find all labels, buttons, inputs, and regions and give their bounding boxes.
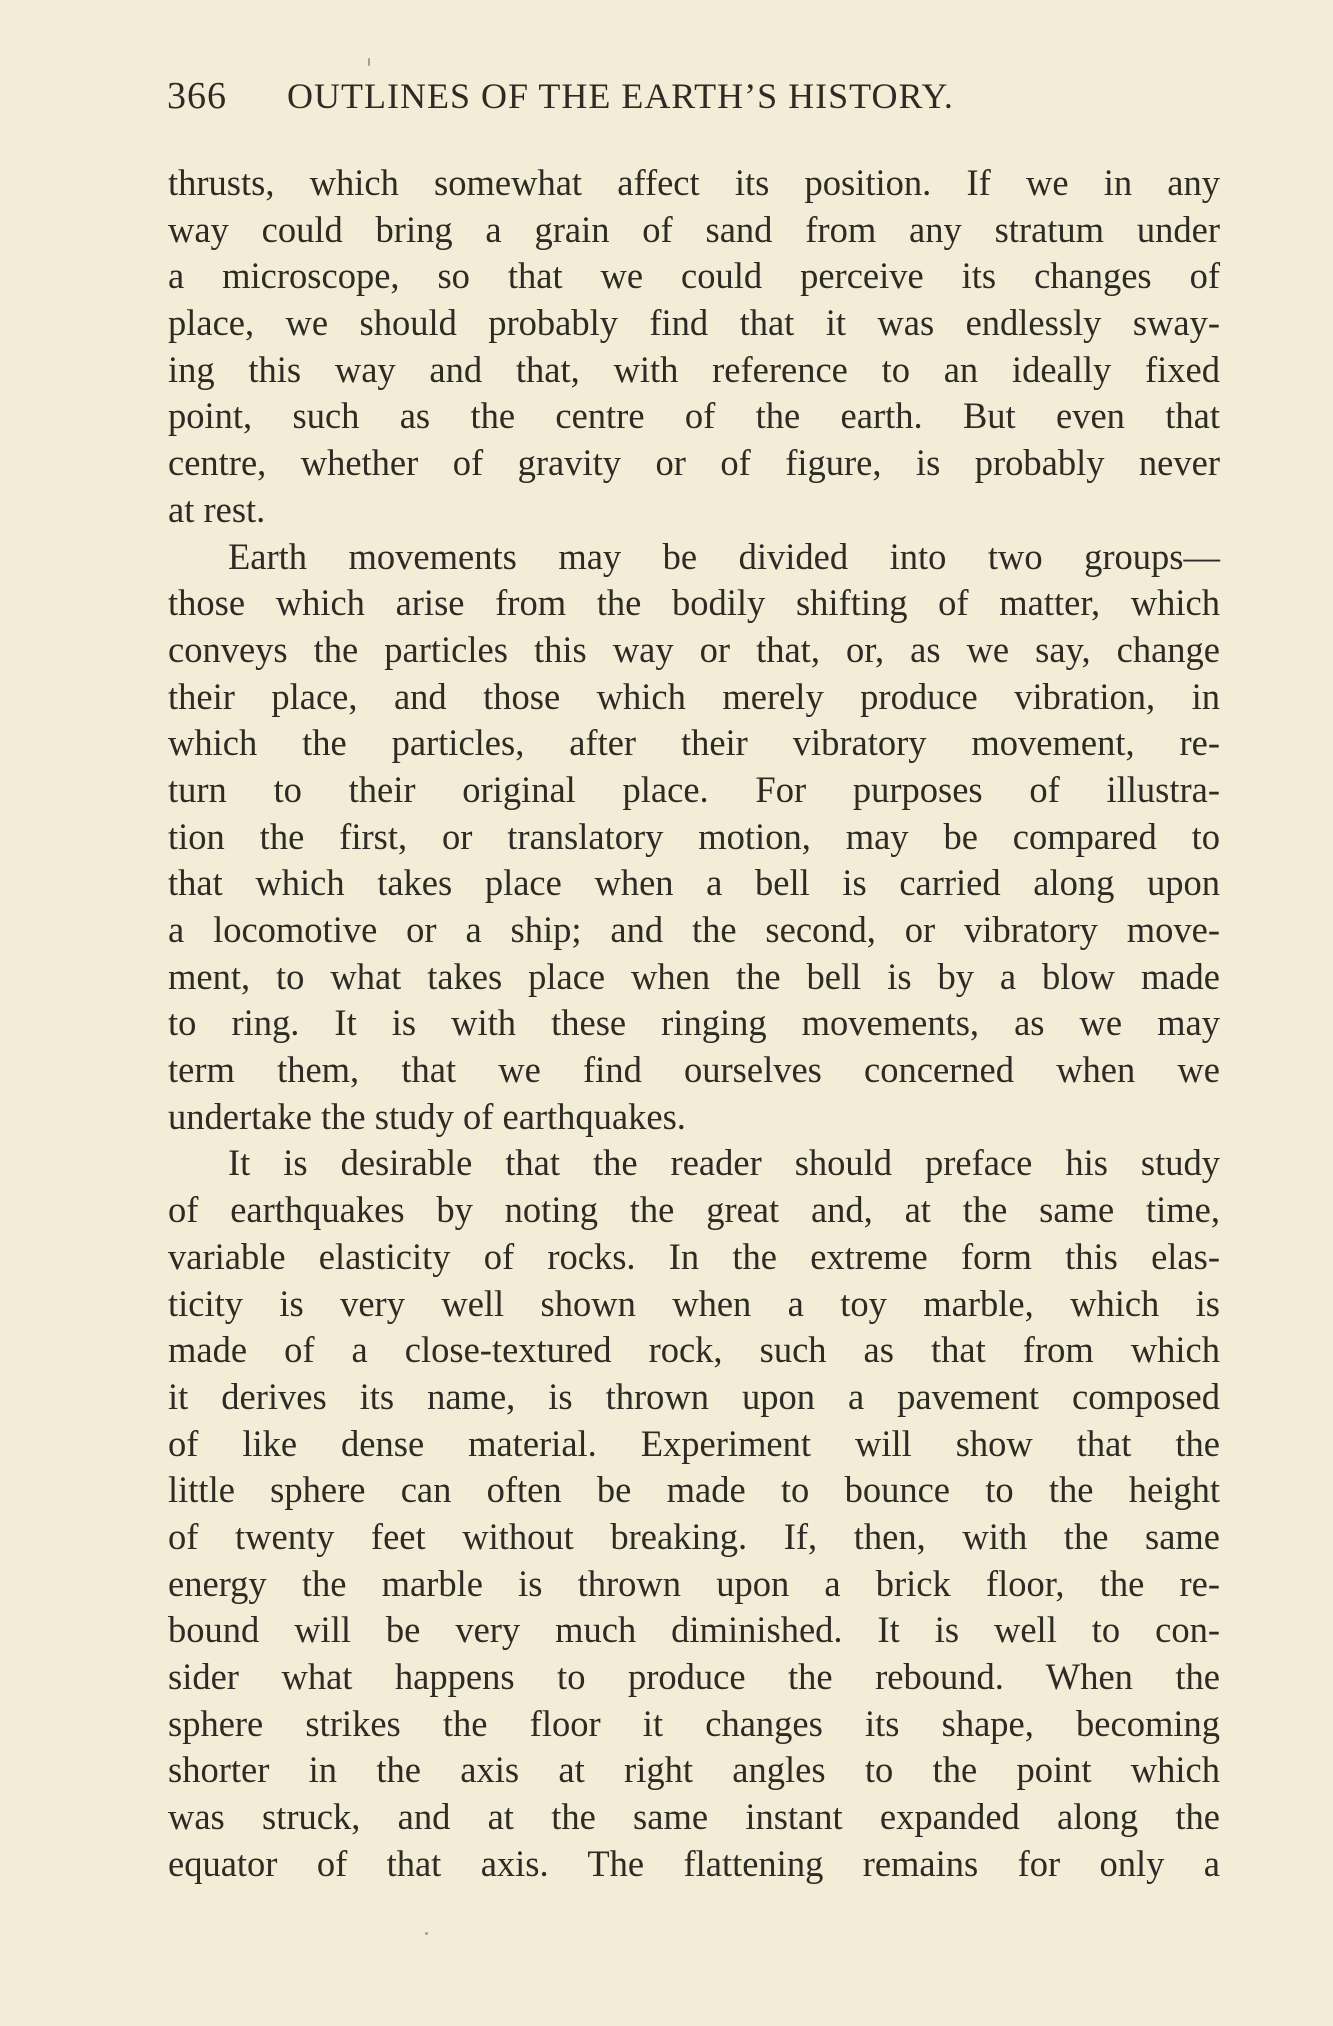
text-line: sider what happens to produce the rebound. When the	[168, 1656, 1220, 1697]
text-line: was struck, and at the same instant expanded along the	[168, 1796, 1220, 1838]
text-line: that which takes place when a bell is carried along upon	[168, 862, 1220, 904]
text-line: ment, to what takes place when the bell is by a blow made	[168, 955, 1220, 997]
text-line: to ring. It is with these ringing movements, as we may	[168, 1002, 1220, 1044]
text-line: conveys the particles this way or that, or, as we say, change	[168, 628, 1220, 670]
text-line: tion the first, or translatory motion, may be compared to	[168, 815, 1220, 857]
text-line: it derives its name, is thrown upon a pavement composed	[168, 1375, 1220, 1417]
body-text	[168, 160, 1220, 1887]
text-line: term them, that we find ourselves concerned when we	[168, 1049, 1220, 1091]
paper-speck	[368, 58, 370, 66]
text-line: sphere strikes the floor it changes its shape, becoming	[168, 1702, 1220, 1744]
text-line: of like dense material. Experiment will show that the	[168, 1422, 1220, 1464]
text-line: a locomotive or a ship; and the second, or vibratory move-	[168, 909, 1220, 950]
text-line: of twenty feet without breaking. If, then, with the same	[168, 1515, 1220, 1557]
text-line: thrusts, which somewhat affect its position. If we in any	[168, 162, 1220, 203]
text-line: those which arise from the bodily shifting of matter, which	[168, 582, 1220, 624]
text-line: It is desirable that the reader should preface his study	[228, 1142, 1220, 1184]
text-line: energy the marble is thrown upon a brick floor, the re-	[168, 1562, 1220, 1604]
text-line: their place, and those which merely produce vibration, in	[168, 675, 1220, 717]
text-line: place, we should probably find that it was endlessly sway-	[168, 302, 1220, 344]
text-line: undertake the study of earthquakes.	[168, 1095, 686, 1137]
text-line: a microscope, so that we could perceive its changes of	[168, 255, 1220, 297]
text-line: equator of that axis. The flattening remains for only a	[168, 1842, 1220, 1884]
text-line: turn to their original place. For purposes of illustra-	[168, 768, 1220, 810]
text-line: ticity is very well shown when a toy marble, which is	[168, 1282, 1220, 1324]
text-line: Earth movements may be divided into two groups—	[228, 535, 1220, 577]
text-line: centre, whether of gravity or of figure, is probably never	[168, 442, 1220, 484]
text-line: which the particles, after their vibratory movement, re-	[168, 722, 1220, 764]
text-line: bound will be very much diminished. It is well to con-	[168, 1609, 1220, 1651]
text-line: ing this way and that, with reference to an ideally fixed	[168, 348, 1220, 390]
paper-speck	[425, 1932, 428, 1935]
text-line: made of a close-textured rock, such as that from which	[168, 1329, 1220, 1371]
text-line: of earthquakes by noting the great and, at the same time,	[168, 1189, 1220, 1231]
text-line: variable elasticity of rocks. In the extreme form this elas-	[168, 1235, 1220, 1277]
page-header	[167, 74, 1217, 126]
text-line: shorter in the axis at right angles to the point which	[168, 1749, 1220, 1791]
text-line: at rest.	[168, 488, 266, 530]
running-head: OUTLINES OF THE EARTH’S HISTORY.	[287, 76, 954, 116]
text-line: little sphere can often be made to bounce to the height	[168, 1469, 1220, 1511]
text-line: point, such as the centre of the earth. But even that	[168, 395, 1220, 437]
text-line: way could bring a grain of sand from any stratum under	[168, 208, 1220, 250]
page-number: 366	[167, 75, 227, 117]
